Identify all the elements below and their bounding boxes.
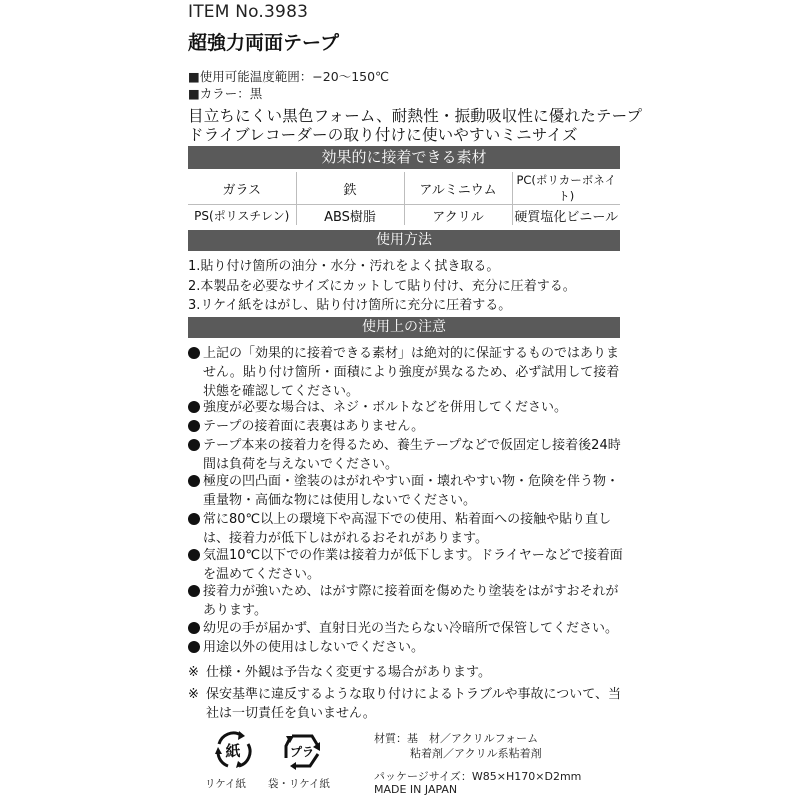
footnote: ※ 仕様・外観は予告なく変更する場合があります。 (188, 665, 491, 680)
package-size: パッケージサイズ：W85×H170×D2mm (374, 770, 582, 783)
footnote-mark: ※ (188, 687, 199, 702)
plastic-recycle-label: 袋・リケイ紙 (268, 778, 331, 790)
usage-heading: 使用方法 (188, 230, 620, 251)
caution-item: テープの接着面に表裏はありません。 (188, 417, 626, 436)
description-line-1: 目立ちにくい黒色フォーム、耐熱性・振動吸収性に優れたテープ (188, 107, 643, 125)
product-title: 超強力両面テープ (188, 32, 340, 54)
cautions-heading: 使用上の注意 (188, 317, 620, 338)
bullet-icon (188, 513, 200, 525)
materials-table (188, 172, 620, 225)
bullet-icon (188, 641, 200, 653)
bullet-icon (188, 420, 200, 432)
material-spec-line-1: 材質：基 材／アクリルフォーム (374, 732, 539, 745)
material-cell: 硬質塩化ビニール (512, 205, 620, 226)
materials-heading: 効果的に接着できる素材 (188, 146, 620, 169)
material-cell: ガラス (188, 172, 296, 205)
usage-step: 2.本製品を必要なサイズにカットして貼り付け、充分に圧着する。 (188, 279, 576, 294)
paper-recycle-mark (205, 728, 265, 791)
bullet-icon (188, 585, 200, 597)
paper-recycle-icon (211, 728, 255, 772)
material-cell: PC(ポリカーボネイト) (512, 172, 620, 205)
item-number: ITEM No.3983 (188, 2, 309, 22)
plastic-recycle-mark (268, 728, 340, 791)
plastic-recycle-icon (280, 728, 324, 772)
usage-step: 1.貼り付け箇所の油分・水分・汚れをよく拭き取る。 (188, 259, 500, 274)
caution-item: 用途以外の使用はしないでください。 (188, 638, 626, 657)
origin: MADE IN JAPAN (374, 783, 458, 796)
paper-recycle-label: リケイ紙 (205, 778, 247, 790)
footnote-mark: ※ (188, 665, 199, 680)
caution-item: 常に80℃以上の環境下や高湿下での使用、粘着面への接触や貼り直しは、接着力が低下しはがれるおそれがあります。 (188, 510, 626, 548)
footnote: ※ 保安基準に違反するような取り付けによるトラブルや事故について、当社は一切責任を負いません。 (188, 687, 621, 721)
usage-step: 3.リケイ紙をはがし、貼り付け箇所に充分に圧着する。 (188, 298, 512, 313)
caution-item: 気温10℃以下での作業は接着力が低下します。ドライヤーなどで接着面を温めてください。 (188, 546, 626, 584)
materials-row (188, 172, 620, 205)
bullet-icon (188, 347, 200, 359)
material-spec-line-2: 粘着剤／アクリル系粘着剤 (410, 747, 542, 760)
bullet-icon (188, 401, 200, 413)
material-cell: ABS樹脂 (296, 205, 404, 226)
caution-item: 上記の「効果的に接着できる素材」は絶対的に保証するものではありません。貼り付け箇所・面積により強度が異なるため、必ず試用して接着状態を確認してください。 (188, 344, 626, 401)
bullet-icon (188, 622, 200, 634)
materials-row (188, 205, 620, 226)
spec-color: ■カラー：黒 (188, 86, 263, 101)
bullet-icon (188, 475, 200, 487)
material-cell: アクリル (404, 205, 512, 226)
plastic-symbol: プラ (289, 745, 315, 759)
caution-item: テープ本来の接着力を得るため、養生テープなどで仮固定し接着後24時間は負荷を与えないでください。 (188, 436, 626, 474)
material-cell: 鉄 (296, 172, 404, 205)
description-line-2: ドライブレコーダーの取り付けに使いやすいミニサイズ (188, 126, 578, 144)
spec-temperature: ■使用可能温度範囲：−20〜150℃ (188, 69, 390, 84)
paper-symbol: 紙 (225, 742, 241, 760)
caution-item: 極度の凹凸面・塗装のはがれやすい面・壊れやすい物・危険を伴う物・重量物・高価な物には使用しないでください。 (188, 472, 626, 510)
caution-item: 幼児の手が届かず、直射日光の当たらない冷暗所で保管してください。 (188, 619, 626, 638)
material-cell: アルミニウム (404, 172, 512, 205)
caution-item: 接着力が強いため、はがす際に接着面を傷めたり塗装をはがすおそれがあります。 (188, 582, 626, 620)
bullet-icon (188, 439, 200, 451)
bullet-icon (188, 549, 200, 561)
caution-item: 強度が必要な場合は、ネジ・ボルトなどを併用してください。 (188, 398, 626, 417)
material-cell: PS(ポリスチレン) (194, 208, 290, 223)
